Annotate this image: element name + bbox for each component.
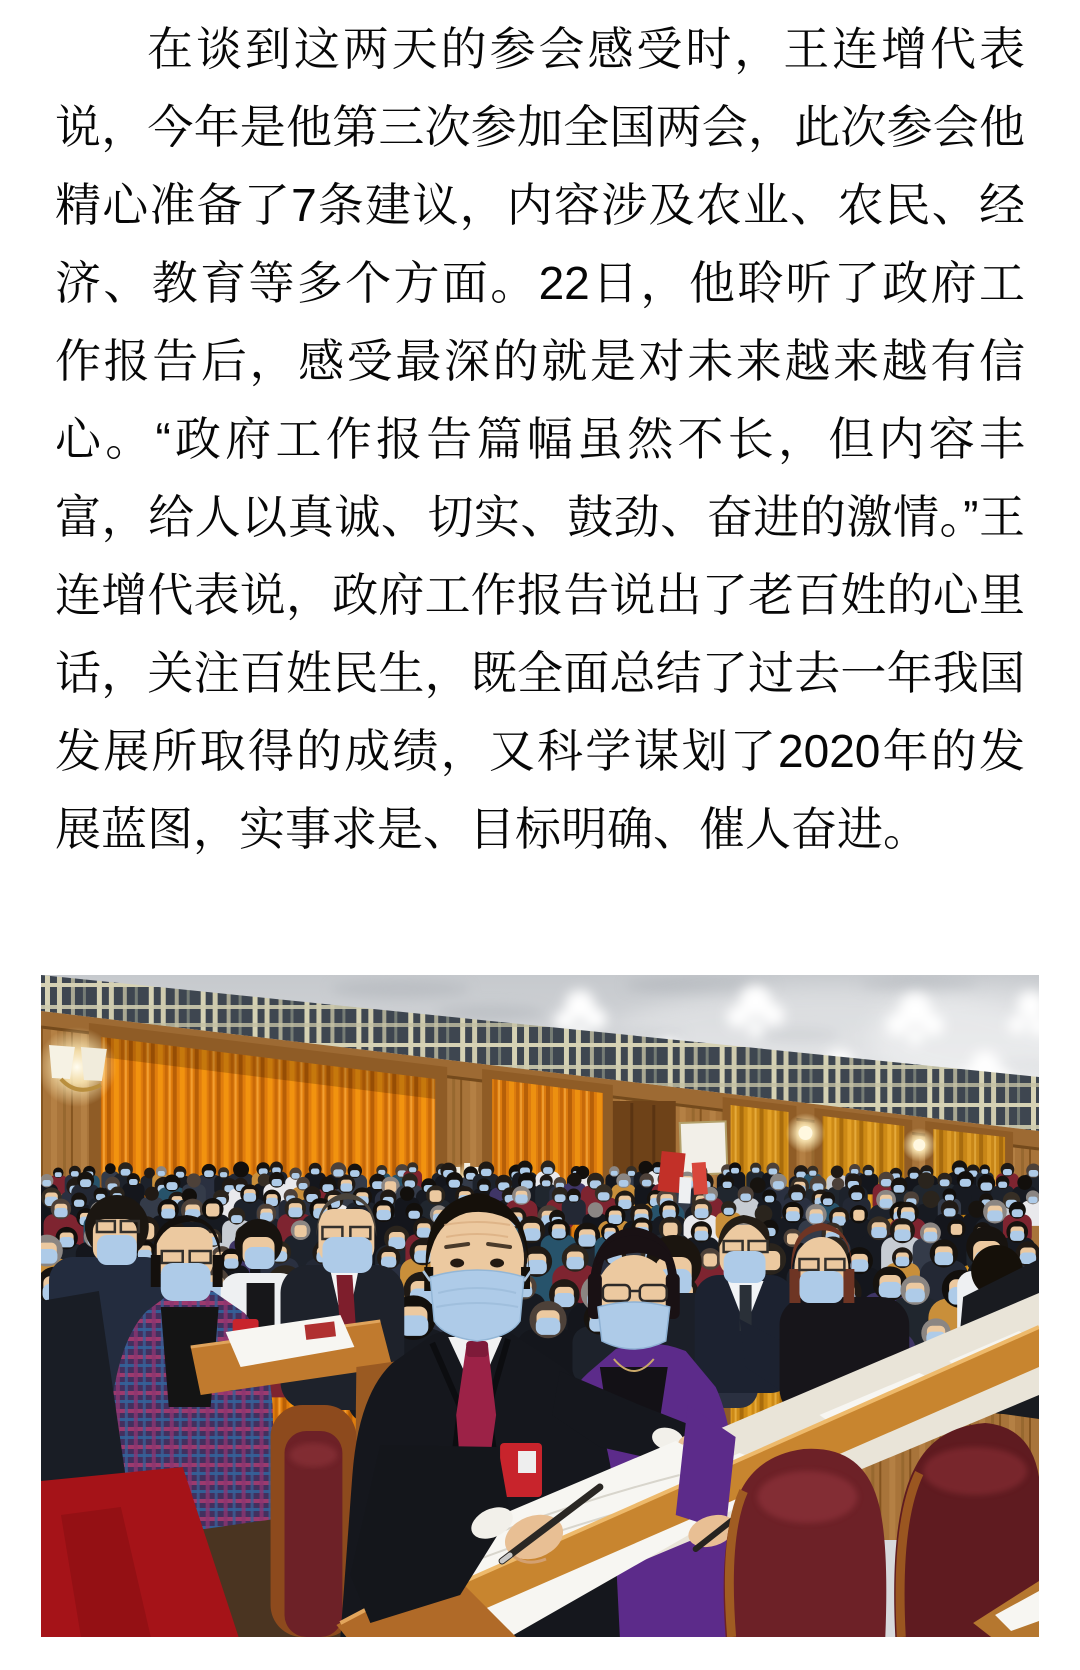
wall-sconce-right1 (786, 1113, 826, 1153)
meeting-hall-photo (41, 975, 1039, 1637)
face-mask (598, 1302, 670, 1349)
wall-sconce-right2 (902, 1128, 936, 1162)
meeting-hall-illustration (41, 975, 1039, 1637)
article-paragraph: 在谈到这两天的参会感受时，王连增代表说，今年是他第三次参加全国两会，此次参会他精心准备了7条建议，内容涉及农业、农民、经济、教育等多个方面。22日，他聆听了政府工作报告后，感受最深的就是对未来越来越有信心。“政府工作报告篇幅虽然不长，但内容丰富，给人以真诚、切实、鼓劲、奋进的激情。”王连增代表说，政府工作报告说出了老百姓的心里话，关注百姓民生，既全面总结了过去一年我国发展所取得的成绩，又科学谋划了2020年的发展蓝图，实事求是、目标明确、催人奋进。 (55, 23, 1025, 855)
